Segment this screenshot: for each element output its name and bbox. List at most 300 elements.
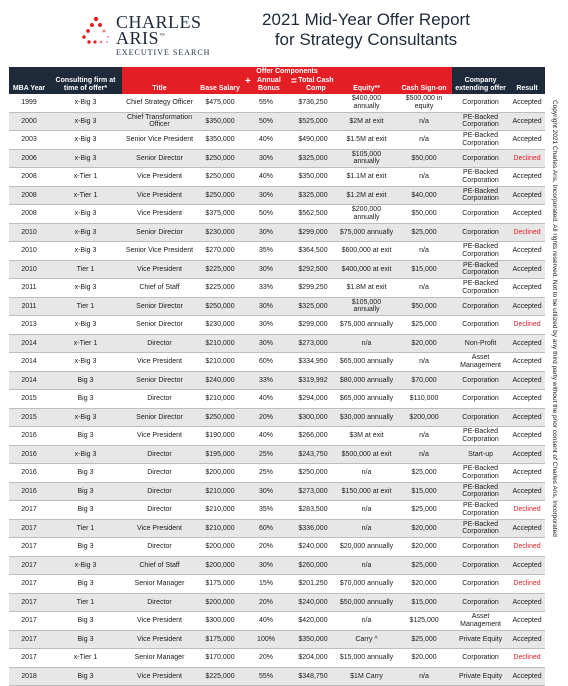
cell-company: Non-Profit <box>452 334 509 353</box>
cell-equity: $1M Carry <box>337 667 396 686</box>
cell-consulting-firm: x-Big 3 <box>49 205 122 224</box>
cell-mba-year: 2013 <box>9 316 49 335</box>
cell-annual-bonus: 25% <box>243 445 289 464</box>
cell-consulting-firm: Big 3 <box>49 501 122 520</box>
cell-annual-bonus: 60% <box>243 353 289 372</box>
cell-equity: $200,000 annually <box>337 205 396 224</box>
cell-mba-year: 2017 <box>9 538 49 557</box>
cell-title: Senior Manager <box>122 575 197 594</box>
cell-base-salary: $175,000 <box>197 575 243 594</box>
cell-result: Accepted <box>509 297 545 316</box>
cell-total-cash-comp: $319,992 <box>289 371 337 390</box>
cell-total-cash-comp: $204,000 <box>289 649 337 668</box>
cell-base-salary: $240,000 <box>197 371 243 390</box>
cell-annual-bonus: 20% <box>243 538 289 557</box>
cell-annual-bonus: 33% <box>243 371 289 390</box>
header-annual-bonus: + Annual Bonus <box>243 76 289 94</box>
cell-consulting-firm: x-Tier 1 <box>49 168 122 187</box>
cell-total-cash-comp: $350,000 <box>289 630 337 649</box>
cell-cash-sign-on: $25,000 <box>396 223 452 242</box>
cell-cash-sign-on: $110,000 <box>396 390 452 409</box>
cell-annual-bonus: 35% <box>243 501 289 520</box>
cell-base-salary: $230,000 <box>197 223 243 242</box>
cell-result: Accepted <box>509 186 545 205</box>
table-row <box>9 464 545 483</box>
cell-company: PE-Backed Corporation <box>452 279 509 298</box>
cell-equity: $600,000 at exit <box>337 242 396 261</box>
cell-total-cash-comp: $299,000 <box>289 316 337 335</box>
cell-company: Corporation <box>452 538 509 557</box>
cell-base-salary: $210,000 <box>197 334 243 353</box>
cell-base-salary: $300,000 <box>197 612 243 631</box>
cell-mba-year: 2011 <box>9 297 49 316</box>
cell-total-cash-comp: $243,750 <box>289 445 337 464</box>
cell-total-cash-comp: $325,000 <box>289 186 337 205</box>
header-equity: Equity** <box>337 76 396 94</box>
cell-company: PE-Backed Corporation <box>452 242 509 261</box>
cell-title: Vice President <box>122 667 197 686</box>
cell-company: Private Equity <box>452 630 509 649</box>
cell-mba-year: 1999 <box>9 94 49 112</box>
cell-company: Corporation <box>452 390 509 409</box>
table-row <box>9 131 545 150</box>
cell-consulting-firm: x-Big 3 <box>49 94 122 112</box>
cell-equity: $1.1M at exit <box>337 168 396 187</box>
cell-annual-bonus: 30% <box>243 556 289 575</box>
cell-result: Accepted <box>509 612 545 631</box>
cell-title: Vice President <box>122 353 197 372</box>
cell-cash-sign-on: n/a <box>396 353 452 372</box>
cell-mba-year: 2017 <box>9 649 49 668</box>
table-row <box>9 186 545 205</box>
cell-total-cash-comp: $562,500 <box>289 205 337 224</box>
cell-cash-sign-on: $200,000 <box>396 408 452 427</box>
cell-company: PE-Backed Corporation <box>452 501 509 520</box>
cell-cash-sign-on: n/a <box>396 667 452 686</box>
table-row <box>9 353 545 372</box>
cell-annual-bonus: 25% <box>243 464 289 483</box>
cell-equity: $400,000 annually <box>337 94 396 112</box>
cell-mba-year: 2008 <box>9 205 49 224</box>
cell-title: Senior Director <box>122 408 197 427</box>
cell-cash-sign-on: $25,000 <box>396 556 452 575</box>
cell-title: Chief of Staff <box>122 556 197 575</box>
cell-annual-bonus: 30% <box>243 316 289 335</box>
cell-result: Declined <box>509 223 545 242</box>
table-row <box>9 297 545 316</box>
cell-total-cash-comp: $266,000 <box>289 427 337 446</box>
cell-result: Declined <box>509 575 545 594</box>
cell-base-salary: $170,000 <box>197 649 243 668</box>
cell-result: Accepted <box>509 427 545 446</box>
logo-line-charles: CHARLES <box>116 12 202 32</box>
cell-company: PE-Backed Corporation <box>452 464 509 483</box>
logo-line-aris: ARIS™ <box>116 28 166 48</box>
cell-result: Accepted <box>509 112 545 131</box>
cell-base-salary: $230,000 <box>197 316 243 335</box>
cell-cash-sign-on: n/a <box>396 242 452 261</box>
header-company: Company extending offer <box>452 76 509 94</box>
cell-base-salary: $270,000 <box>197 242 243 261</box>
table-row <box>9 390 545 409</box>
cell-consulting-firm: x-Big 3 <box>49 353 122 372</box>
cell-cash-sign-on: $15,000 <box>396 482 452 501</box>
table-row <box>9 112 545 131</box>
copyright-notice <box>548 100 568 660</box>
cell-title: Vice President <box>122 630 197 649</box>
cell-result: Declined <box>509 316 545 335</box>
cell-cash-sign-on: $20,000 <box>396 575 452 594</box>
cell-consulting-firm: Big 3 <box>49 575 122 594</box>
cell-company: Private Equity <box>452 667 509 686</box>
cell-title: Vice President <box>122 260 197 279</box>
cell-mba-year: 2008 <box>9 168 49 187</box>
triangle-dots-logo-icon <box>80 16 112 46</box>
cell-annual-bonus: 35% <box>243 242 289 261</box>
cell-consulting-firm: x-Big 3 <box>49 556 122 575</box>
cell-total-cash-comp: $348,750 <box>289 667 337 686</box>
cell-total-cash-comp: $300,000 <box>289 408 337 427</box>
cell-base-salary: $210,000 <box>197 519 243 538</box>
cell-mba-year: 2015 <box>9 408 49 427</box>
cell-title: Director <box>122 464 197 483</box>
cell-cash-sign-on: n/a <box>396 168 452 187</box>
cell-result: Accepted <box>509 556 545 575</box>
cell-base-salary: $200,000 <box>197 593 243 612</box>
cell-equity: $105,000 annually <box>337 149 396 168</box>
cell-base-salary: $225,000 <box>197 279 243 298</box>
cell-company: Start-up <box>452 445 509 464</box>
cell-title: Senior Director <box>122 223 197 242</box>
cell-consulting-firm: x-Big 3 <box>49 445 122 464</box>
cell-total-cash-comp: $250,000 <box>289 464 337 483</box>
cell-total-cash-comp: $283,500 <box>289 501 337 520</box>
cell-base-salary: $250,000 <box>197 168 243 187</box>
cell-annual-bonus: 30% <box>243 186 289 205</box>
cell-equity: $15,000 annually <box>337 649 396 668</box>
cell-total-cash-comp: $325,000 <box>289 149 337 168</box>
cell-equity: $65,000 annually <box>337 390 396 409</box>
cell-cash-sign-on: $25,000 <box>396 464 452 483</box>
cell-consulting-firm: Tier 1 <box>49 260 122 279</box>
cell-consulting-firm: Big 3 <box>49 667 122 686</box>
cell-consulting-firm: x-Tier 1 <box>49 334 122 353</box>
cell-total-cash-comp: $325,000 <box>289 297 337 316</box>
cell-equity: $75,000 annually <box>337 223 396 242</box>
table-row <box>9 94 545 112</box>
cell-annual-bonus: 40% <box>243 390 289 409</box>
cell-cash-sign-on: $50,000 <box>396 205 452 224</box>
cell-consulting-firm: x-Tier 1 <box>49 186 122 205</box>
cell-company: Corporation <box>452 94 509 112</box>
cell-total-cash-comp: $273,000 <box>289 334 337 353</box>
cell-consulting-firm: x-Big 3 <box>49 131 122 150</box>
cell-cash-sign-on: n/a <box>396 279 452 298</box>
header-consulting-firm: Consulting firm at time of offer* <box>49 76 122 94</box>
cell-mba-year: 2014 <box>9 353 49 372</box>
cell-company: Corporation <box>452 316 509 335</box>
cell-consulting-firm: Big 3 <box>49 482 122 501</box>
cell-title: Chief Transformation Officer <box>122 112 197 131</box>
cell-annual-bonus: 30% <box>243 297 289 316</box>
cell-base-salary: $195,000 <box>197 445 243 464</box>
cell-total-cash-comp: $336,000 <box>289 519 337 538</box>
cell-cash-sign-on: $20,000 <box>396 519 452 538</box>
cell-result: Accepted <box>509 667 545 686</box>
cell-annual-bonus: 30% <box>243 482 289 501</box>
cell-equity: $1.8M at exit <box>337 279 396 298</box>
cell-total-cash-comp: $525,000 <box>289 112 337 131</box>
table-row <box>9 482 545 501</box>
cell-mba-year: 2010 <box>9 242 49 261</box>
cell-consulting-firm: Big 3 <box>49 427 122 446</box>
cell-annual-bonus: 60% <box>243 519 289 538</box>
cell-title: Senior Director <box>122 316 197 335</box>
cell-total-cash-comp: $273,000 <box>289 482 337 501</box>
table-row <box>9 445 545 464</box>
cell-result: Accepted <box>509 242 545 261</box>
cell-company: PE-Backed Corporation <box>452 186 509 205</box>
cell-base-salary: $200,000 <box>197 538 243 557</box>
cell-equity: $65,000 annually <box>337 353 396 372</box>
cell-cash-sign-on: $25,000 <box>396 501 452 520</box>
table-row <box>9 612 545 631</box>
cell-title: Vice President <box>122 612 197 631</box>
cell-annual-bonus: 100% <box>243 630 289 649</box>
cell-equity: $400,000 at exit <box>337 260 396 279</box>
cell-result: Declined <box>509 501 545 520</box>
cell-cash-sign-on: $70,000 <box>396 371 452 390</box>
cell-consulting-firm: x-Big 3 <box>49 242 122 261</box>
cell-total-cash-comp: $420,000 <box>289 612 337 631</box>
table-row <box>9 242 545 261</box>
cell-consulting-firm: Big 3 <box>49 612 122 631</box>
cell-title: Chief of Staff <box>122 279 197 298</box>
cell-annual-bonus: 40% <box>243 427 289 446</box>
cell-annual-bonus: 40% <box>243 612 289 631</box>
header-total-cash-comp: = Total Cash Comp <box>289 76 337 94</box>
cell-base-salary: $375,000 <box>197 205 243 224</box>
cell-total-cash-comp: $364,500 <box>289 242 337 261</box>
cell-annual-bonus: 55% <box>243 667 289 686</box>
table-row <box>9 427 545 446</box>
cell-equity: Carry ^ <box>337 630 396 649</box>
cell-result: Accepted <box>509 168 545 187</box>
cell-result: Accepted <box>509 408 545 427</box>
table-row <box>9 316 545 335</box>
cell-equity: $75,000 annually <box>337 316 396 335</box>
title-line-1: 2021 Mid-Year Offer Report <box>262 10 470 29</box>
cell-total-cash-comp: $240,000 <box>289 538 337 557</box>
cell-mba-year: 2016 <box>9 482 49 501</box>
cell-base-salary: $210,000 <box>197 390 243 409</box>
cell-total-cash-comp: $490,000 <box>289 131 337 150</box>
cell-total-cash-comp: $240,000 <box>289 593 337 612</box>
cell-mba-year: 2017 <box>9 556 49 575</box>
cell-total-cash-comp: $334,950 <box>289 353 337 372</box>
cell-title: Vice President <box>122 427 197 446</box>
offer-table <box>9 67 545 686</box>
cell-equity: $150,000 at exit <box>337 482 396 501</box>
cell-equity: $3M at exit <box>337 427 396 446</box>
cell-base-salary: $475,000 <box>197 94 243 112</box>
cell-mba-year: 2017 <box>9 501 49 520</box>
cell-title: Director <box>122 501 197 520</box>
table-row <box>9 649 545 668</box>
cell-equity: $20,000 annually <box>337 538 396 557</box>
cell-equity: n/a <box>337 334 396 353</box>
cell-equity: n/a <box>337 556 396 575</box>
copyright-text: Copyright 2021 Charles Aris, Incorporated. All rights reserved. Not to be utilized by any third party without the prior consent of Charles Aris, Incorporated <box>551 100 558 537</box>
cell-title: Senior Director <box>122 297 197 316</box>
table-row <box>9 149 545 168</box>
cell-equity: $30,000 annually <box>337 408 396 427</box>
cell-company: Corporation <box>452 223 509 242</box>
cell-cash-sign-on: $25,000 <box>396 316 452 335</box>
cell-cash-sign-on: $50,000 <box>396 297 452 316</box>
cell-mba-year: 2014 <box>9 371 49 390</box>
cell-mba-year: 2008 <box>9 186 49 205</box>
cell-base-salary: $210,000 <box>197 482 243 501</box>
cell-mba-year: 2015 <box>9 390 49 409</box>
cell-result: Accepted <box>509 334 545 353</box>
cell-cash-sign-on: $20,000 <box>396 538 452 557</box>
cell-result: Accepted <box>509 131 545 150</box>
cell-title: Chief Strategy Officer <box>122 94 197 112</box>
cell-company: Asset Management <box>452 612 509 631</box>
table-row <box>9 519 545 538</box>
cell-result: Declined <box>509 149 545 168</box>
cell-company: Corporation <box>452 575 509 594</box>
cell-equity: n/a <box>337 612 396 631</box>
cell-annual-bonus: 50% <box>243 112 289 131</box>
cell-annual-bonus: 33% <box>243 279 289 298</box>
table-row <box>9 538 545 557</box>
cell-total-cash-comp: $299,250 <box>289 279 337 298</box>
cell-mba-year: 2017 <box>9 630 49 649</box>
cell-title: Vice President <box>122 186 197 205</box>
cell-title: Director <box>122 482 197 501</box>
cell-title: Senior Vice President <box>122 242 197 261</box>
cell-company: Corporation <box>452 649 509 668</box>
table-row <box>9 556 545 575</box>
cell-equity: $70,000 annually <box>337 575 396 594</box>
cell-base-salary: $175,000 <box>197 630 243 649</box>
cell-company: PE-Backed Corporation <box>452 260 509 279</box>
cell-company: Asset Management <box>452 353 509 372</box>
cell-title: Director <box>122 334 197 353</box>
table-row <box>9 575 545 594</box>
cell-consulting-firm: Tier 1 <box>49 519 122 538</box>
cell-annual-bonus: 55% <box>243 94 289 112</box>
cell-company: PE-Backed Corporation <box>452 131 509 150</box>
cell-mba-year: 2017 <box>9 612 49 631</box>
cell-cash-sign-on: $20,000 <box>396 334 452 353</box>
cell-title: Director <box>122 538 197 557</box>
table-row <box>9 593 545 612</box>
cell-base-salary: $210,000 <box>197 353 243 372</box>
cell-annual-bonus: 30% <box>243 223 289 242</box>
table-row <box>9 630 545 649</box>
cell-base-salary: $210,000 <box>197 501 243 520</box>
report-title <box>236 10 496 50</box>
cell-title: Director <box>122 593 197 612</box>
cell-base-salary: $250,000 <box>197 186 243 205</box>
cell-mba-year: 2016 <box>9 427 49 446</box>
cell-result: Accepted <box>509 353 545 372</box>
cell-mba-year: 2016 <box>9 464 49 483</box>
cell-cash-sign-on: $15,000 <box>396 593 452 612</box>
cell-company: PE-Backed Corporation <box>452 519 509 538</box>
cell-annual-bonus: 50% <box>243 205 289 224</box>
cell-mba-year: 2006 <box>9 149 49 168</box>
cell-title: Senior Manager <box>122 649 197 668</box>
cell-consulting-firm: x-Tier 1 <box>49 649 122 668</box>
cell-mba-year: 2010 <box>9 260 49 279</box>
cell-company: Corporation <box>452 371 509 390</box>
cell-consulting-firm: Big 3 <box>49 538 122 557</box>
cell-result: Accepted <box>509 630 545 649</box>
cell-consulting-firm: x-Big 3 <box>49 223 122 242</box>
cell-annual-bonus: 15% <box>243 575 289 594</box>
title-line-2: for Strategy Consultants <box>274 30 458 49</box>
cell-total-cash-comp: $260,000 <box>289 556 337 575</box>
cell-company: PE-Backed Corporation <box>452 168 509 187</box>
cell-company: Corporation <box>452 297 509 316</box>
cell-consulting-firm: Tier 1 <box>49 593 122 612</box>
cell-result: Accepted <box>509 205 545 224</box>
cell-cash-sign-on: $125,000 <box>396 612 452 631</box>
cell-cash-sign-on: n/a <box>396 445 452 464</box>
table-row <box>9 205 545 224</box>
cell-consulting-firm: x-Big 3 <box>49 149 122 168</box>
cell-result: Accepted <box>509 260 545 279</box>
cell-base-salary: $250,000 <box>197 297 243 316</box>
table-row <box>9 260 545 279</box>
offer-components-header: Offer Components <box>122 67 452 76</box>
table-row <box>9 279 545 298</box>
cell-company: PE-Backed Corporation <box>452 112 509 131</box>
cell-cash-sign-on: $25,000 <box>396 630 452 649</box>
cell-company: Corporation <box>452 408 509 427</box>
table-row <box>9 667 545 686</box>
cell-cash-sign-on: $50,000 <box>396 149 452 168</box>
cell-title: Vice President <box>122 205 197 224</box>
cell-cash-sign-on: $15,000 <box>396 260 452 279</box>
cell-mba-year: 2018 <box>9 667 49 686</box>
cell-mba-year: 2010 <box>9 223 49 242</box>
table-row <box>9 223 545 242</box>
cell-company: Corporation <box>452 205 509 224</box>
plus-sign: + <box>245 76 251 87</box>
table-row <box>9 408 545 427</box>
cell-cash-sign-on: n/a <box>396 112 452 131</box>
cell-annual-bonus: 30% <box>243 260 289 279</box>
cell-consulting-firm: Big 3 <box>49 630 122 649</box>
cell-cash-sign-on: n/a <box>396 427 452 446</box>
cell-equity: $2M at exit <box>337 112 396 131</box>
cell-annual-bonus: 20% <box>243 408 289 427</box>
cell-mba-year: 2016 <box>9 445 49 464</box>
table-row <box>9 501 545 520</box>
cell-cash-sign-on: $20,000 <box>396 649 452 668</box>
cell-title: Senior Director <box>122 149 197 168</box>
cell-annual-bonus: 20% <box>243 649 289 668</box>
cell-consulting-firm: Tier 1 <box>49 297 122 316</box>
cell-mba-year: 2017 <box>9 593 49 612</box>
equals-sign: = <box>291 76 297 87</box>
cell-total-cash-comp: $350,000 <box>289 168 337 187</box>
